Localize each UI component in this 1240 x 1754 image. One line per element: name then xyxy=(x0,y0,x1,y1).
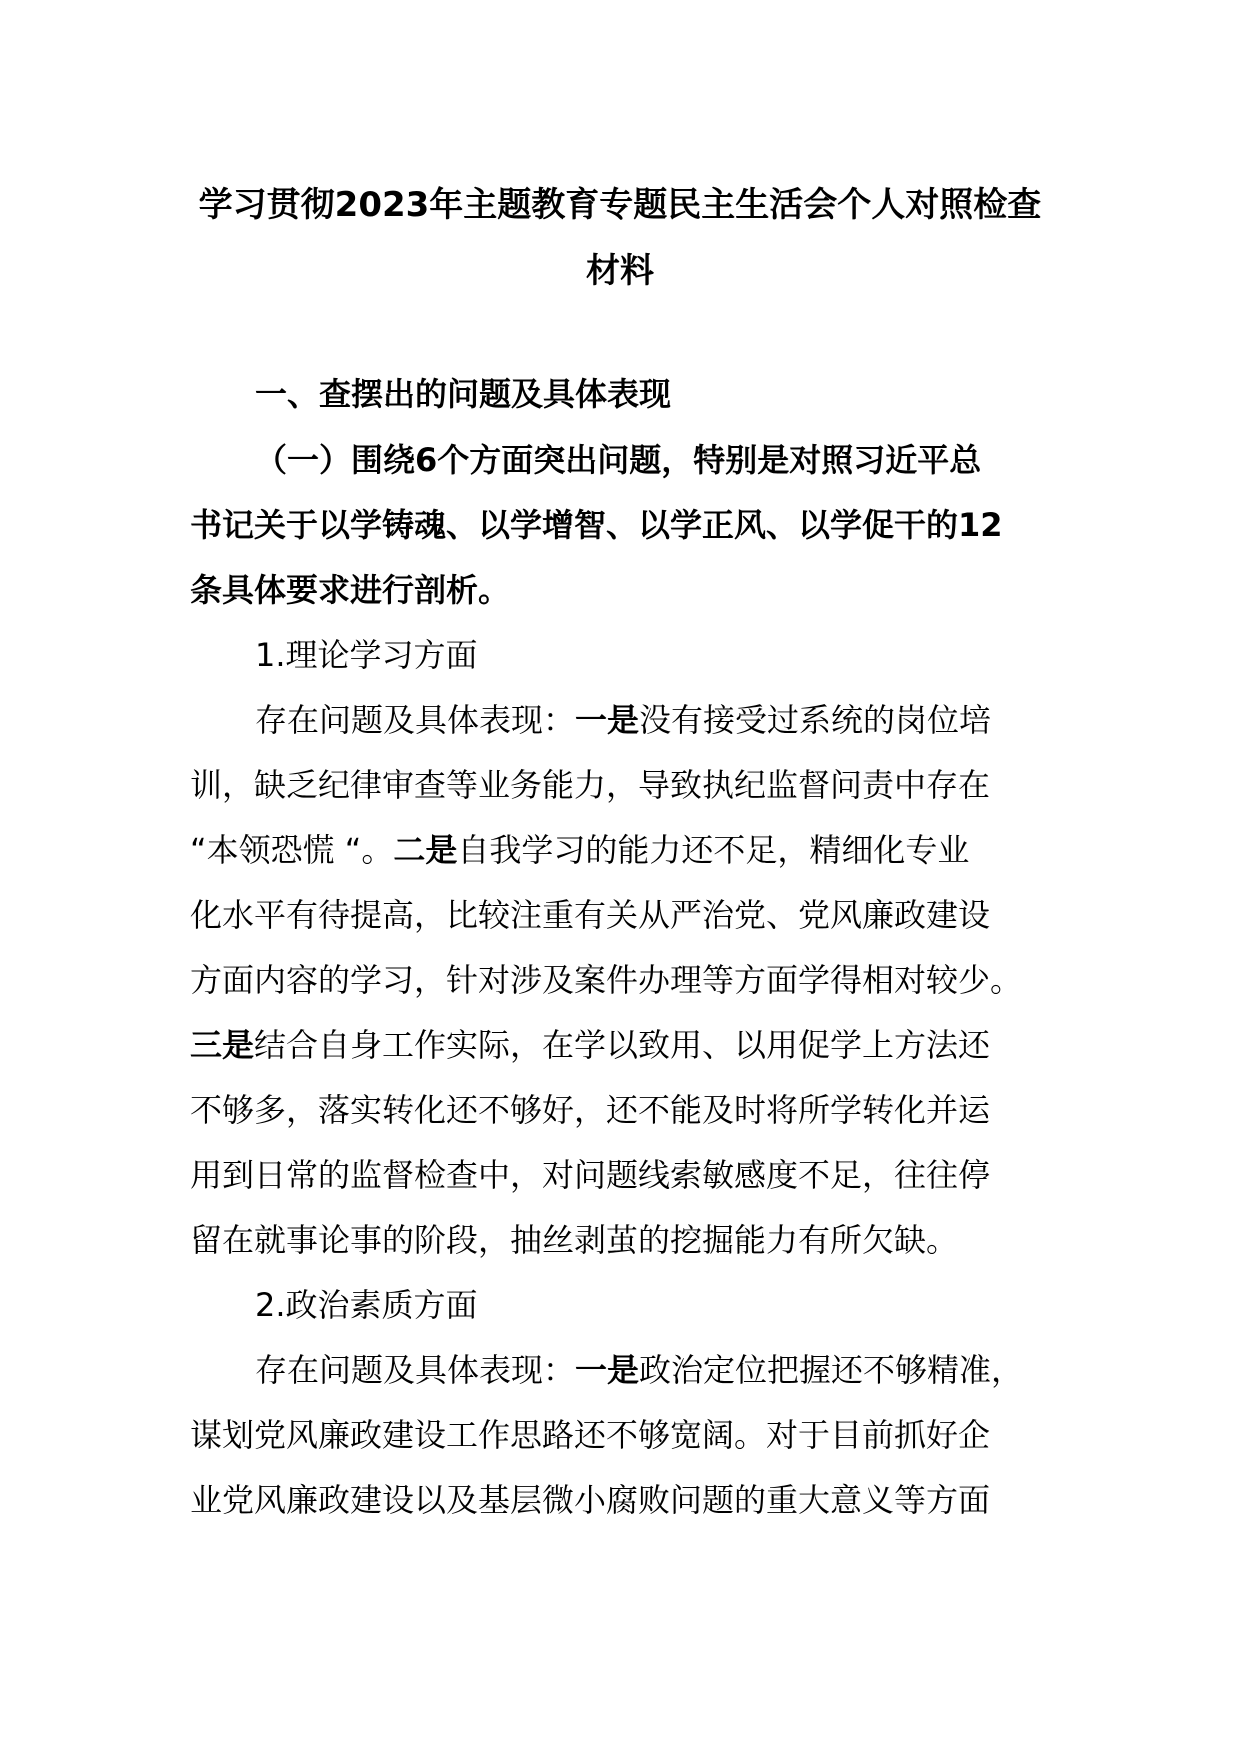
item-2-heading: 2.政治素质方面 xyxy=(255,1286,478,1324)
emphasis-san: 三是 xyxy=(190,1026,255,1064)
paragraph-2-line-2: 谋划党风廉政建设工作思路还不够宽阔。对于目前抓好企 xyxy=(190,1416,991,1454)
paragraph-1-line-7: 不够多，落实转化还不够好，还不能及时将所学转化并运 xyxy=(190,1091,991,1129)
paragraph-2-line-3: 业党风廉政建设以及基层微小腐败问题的重大意义等方面 xyxy=(190,1481,991,1519)
text-segment: “本领恐慌 “。 xyxy=(190,831,394,869)
paragraph-1-line-5: 方面内容的学习，针对涉及案件办理等方面学得相对较少。 xyxy=(190,961,1023,999)
document-title xyxy=(190,172,1050,304)
paragraph-2-line-1 xyxy=(255,1350,1023,1390)
paragraph-1-line-3 xyxy=(190,830,969,870)
text-segment: 结合自身工作实际，在学以致用、以用促学上方法还 xyxy=(254,1026,991,1064)
item-1-heading: 1.理论学习方面 xyxy=(255,636,478,674)
text-segment: 存在问题及具体表现： xyxy=(255,701,576,739)
paragraph-1-line-1 xyxy=(255,700,991,740)
section-heading: 一、查摆出的问题及具体表现 xyxy=(255,375,672,413)
emphasis-er: 二是 xyxy=(393,831,458,869)
sub-heading-line-2: 书记关于以学铸魂、以学增智、以学正风、以学促干的12 xyxy=(190,506,1003,544)
title-line-1: 学习贯彻2023年主题教育专题民主生活会个人对照检查 xyxy=(198,185,1042,225)
paragraph-1-line-6 xyxy=(190,1025,990,1065)
text-segment: 没有接受过系统的岗位培 xyxy=(639,701,992,739)
emphasis-yi: 一是 xyxy=(575,701,640,739)
emphasis-yi: 一是 xyxy=(575,1351,640,1389)
title-line-2: 材料 xyxy=(586,251,654,291)
text-segment: 自我学习的能力还不足，精细化专业 xyxy=(457,831,970,869)
sub-heading-line-1: （一）围绕6个方面突出问题，特别是对照习近平总 xyxy=(255,441,982,479)
paragraph-1-line-2: 训，缺乏纪律审查等业务能力，导致执纪监督问责中存在 xyxy=(190,766,991,804)
paragraph-1-line-4: 化水平有待提高，比较注重有关从严治党、党风廉政建设 xyxy=(190,896,991,934)
paragraph-1-line-9: 留在就事论事的阶段，抽丝剥茧的挖掘能力有所欠缺。 xyxy=(190,1221,959,1259)
sub-heading-line-3: 条具体要求进行剖析。 xyxy=(190,571,511,609)
paragraph-1-line-8: 用到日常的监督检查中，对问题线索敏感度不足，往往停 xyxy=(190,1156,991,1194)
text-segment: 政治定位把握还不够精准， xyxy=(639,1351,1024,1389)
text-segment: 存在问题及具体表现： xyxy=(255,1351,576,1389)
